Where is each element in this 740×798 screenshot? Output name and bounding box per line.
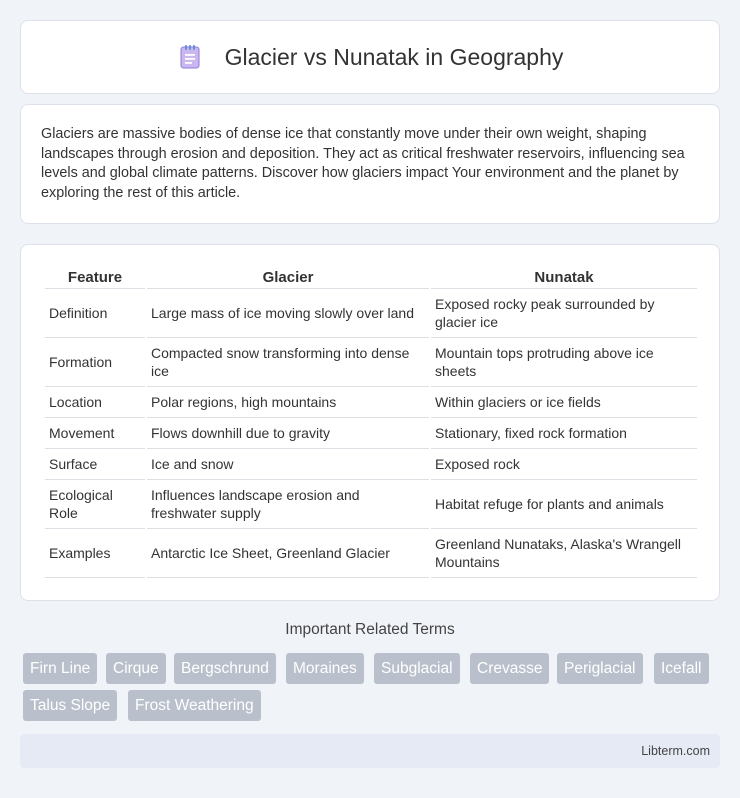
table-cell-nunatak: Exposed rock xyxy=(431,449,697,480)
tag-frost-weathering[interactable]: Frost Weathering xyxy=(128,690,261,721)
table-cell-nunatak: Mountain tops protruding above ice sheets xyxy=(431,338,697,387)
tag-firn-line[interactable]: Firn Line xyxy=(23,653,97,684)
table-row xyxy=(45,480,697,529)
table-cell-nunatak: Stationary, fixed rock formation xyxy=(431,418,697,449)
header-card xyxy=(20,20,720,94)
table-cell-glacier: Compacted snow transforming into dense ice xyxy=(147,338,429,387)
table-cell-feature: Location xyxy=(45,387,145,418)
document-icon xyxy=(177,44,203,70)
tag-icefall[interactable]: Icefall xyxy=(654,653,709,684)
column-header-nunatak: Nunatak xyxy=(431,263,697,289)
table-cell-glacier: Antarctic Ice Sheet, Greenland Glacier xyxy=(147,529,429,578)
table-cell-feature: Formation xyxy=(45,338,145,387)
related-terms-title: Important Related Terms xyxy=(285,621,455,638)
table-cell-nunatak: Within glaciers or ice fields xyxy=(431,387,697,418)
table-header-row xyxy=(45,263,697,289)
table-cell-feature: Ecological Role xyxy=(45,480,145,529)
table-cell-feature: Examples xyxy=(45,529,145,578)
table-cell-nunatak: Habitat refuge for plants and animals xyxy=(431,480,697,529)
table-cell-glacier: Flows downhill due to gravity xyxy=(147,418,429,449)
table-row xyxy=(45,418,697,449)
comparison-table xyxy=(43,263,699,578)
table-row xyxy=(45,338,697,387)
footer xyxy=(20,734,720,768)
table-cell-glacier: Ice and snow xyxy=(147,449,429,480)
table-cell-glacier: Large mass of ice moving slowly over land xyxy=(147,289,429,338)
table-cell-feature: Surface xyxy=(45,449,145,480)
table-row xyxy=(45,387,697,418)
table-cell-glacier: Influences landscape erosion and freshwater supply xyxy=(147,480,429,529)
table-cell-nunatak: Greenland Nunataks, Alaska's Wrangell Mountains xyxy=(431,529,697,578)
tag-periglacial[interactable]: Periglacial xyxy=(557,653,643,684)
tag-subglacial[interactable]: Subglacial xyxy=(374,653,460,684)
tag-talus-slope[interactable]: Talus Slope xyxy=(23,690,117,721)
table-cell-feature: Movement xyxy=(45,418,145,449)
title-wrap xyxy=(177,44,564,71)
table-cell-feature: Definition xyxy=(45,289,145,338)
column-header-glacier: Glacier xyxy=(147,263,429,289)
intro-card xyxy=(20,104,720,224)
tag-crevasse[interactable]: Crevasse xyxy=(470,653,549,684)
table-row xyxy=(45,449,697,480)
tag-moraines[interactable]: Moraines xyxy=(286,653,364,684)
page-title: Glacier vs Nunatak in Geography xyxy=(224,43,564,70)
table-row xyxy=(45,529,697,578)
table-cell-glacier: Polar regions, high mountains xyxy=(147,387,429,418)
footer-site-link[interactable]: Libterm.com xyxy=(641,744,710,758)
table-cell-nunatak: Exposed rocky peak surrounded by glacier ice xyxy=(431,289,697,338)
tag-bergschrund[interactable]: Bergschrund xyxy=(174,653,276,684)
intro-paragraph: Glaciers are massive bodies of dense ice that constantly move under their own weight, shaping landscapes through erosion and deposition. They act as critical freshwater reservoirs, influencing sea levels and global climate patterns. Discover how glaciers impact Your environment and the planet by exploring the rest of this article. xyxy=(41,126,685,201)
table-row xyxy=(45,289,697,338)
column-header-feature: Feature xyxy=(45,263,145,289)
tag-cirque[interactable]: Cirque xyxy=(106,653,166,684)
comparison-table-card xyxy=(20,244,720,601)
